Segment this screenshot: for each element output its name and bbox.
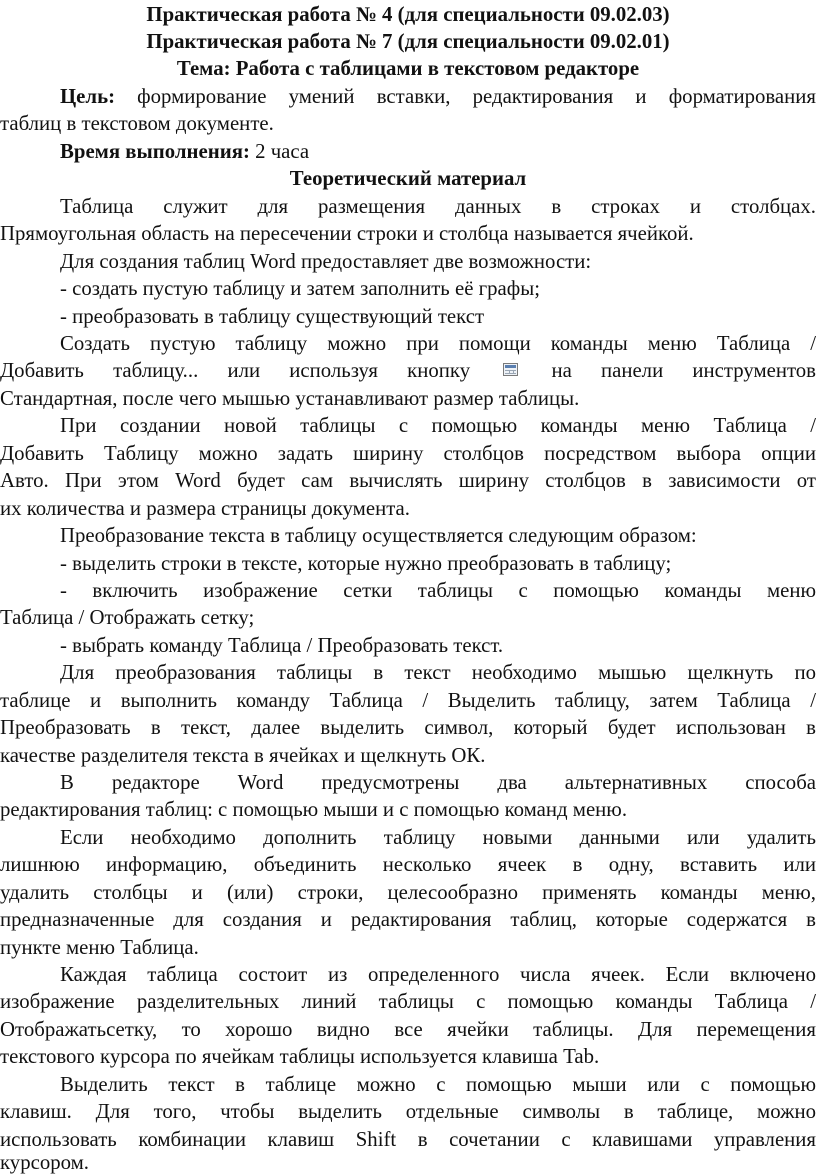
list-item: - выбрать команду Таблица / Преобразовать текст. [60, 634, 504, 657]
topic-heading: Тема: Работа с таблицами в текстовом редакторе [176, 57, 640, 80]
time-value: 2 часа [249, 140, 310, 163]
text-line: В редакторе Word предусмотрены два альтернативных способа [60, 771, 816, 794]
time-paragraph [0, 139, 816, 165]
title-line-1: Практическая работа № 4 (для специальности 09.02.03) [146, 3, 670, 26]
title-line-2: Практическая работа № 7 (для специальности 09.02.01) [146, 30, 670, 53]
list-item: - создать пустую таблицу и затем заполнить её графы; [60, 277, 541, 300]
text-line: Преобразование текста в таблицу осуществляется следующим образом: [60, 524, 697, 547]
list-item: - преобразовать в таблицу существующий текст [60, 305, 485, 328]
text-line: Таблица / Отображать сетку; [0, 606, 255, 629]
text-line: пункте меню Таблица. [0, 936, 199, 959]
text-line: Авто. При этом Word будет сам вычислять ширину столбцов в зависимости от [0, 469, 816, 492]
text-line: Создать пустую таблицу можно при помощи команды меню Таблица / [60, 332, 816, 355]
text-segment: на панели инструментов [551, 359, 816, 382]
text-line: клавиш. Для того, чтобы выделить отдельные символы в таблице, можно [0, 1100, 816, 1123]
text-line: Отображатьсетку, то хорошо видно все ячейки таблицы. Для перемещения [0, 1018, 816, 1041]
text-line-with-icon [0, 358, 816, 384]
goal-label: Цель: [60, 85, 115, 108]
text-line: Каждая таблица состоит из определенного числа ячеек. Если включено [60, 963, 816, 986]
text-line: использовать комбинации клавиш Shift в сочетании с клавишами управления [0, 1128, 816, 1151]
section-title: Теоретический материал [289, 167, 527, 190]
text-line: таблице и выполнить команду Таблица / Выделить таблицу, затем Таблица / [0, 689, 816, 712]
text-line: Если необходимо дополнить таблицу новыми данными или удалить [60, 826, 816, 849]
text-line: их количества и размера страницы документа. [0, 497, 410, 520]
text-line: Для преобразования таблицы в текст необходимо мышью щелкнуть по [60, 661, 816, 684]
text-line: Стандартная, после чего мышью устанавливают размер таблицы. [0, 387, 580, 410]
list-item: - включить изображение сетки таблицы с помощью команды меню [60, 579, 816, 602]
goal-text-b: таблиц в текстовом документе. [0, 112, 274, 135]
text-line: Прямоугольная область на пересечении строки и столбца называется ячейкой. [0, 222, 694, 245]
text-segment: Добавить таблицу... или используя кнопку [0, 359, 471, 382]
text-line: лишнюю информацию, объединить несколько ячеек в одну, вставить или [0, 853, 816, 876]
time-label: Время выполнения: [60, 140, 250, 163]
goal-text-a: формирование умений вставки, редактирования и форматирования [115, 85, 816, 108]
text-line: текстового курсора по ячейкам таблицы используется клавиша Tab. [0, 1045, 600, 1068]
text-line: предназначенные для создания и редактирования таблиц, которые содержатся в [0, 908, 816, 931]
text-line: редактирования таблиц: с помощью мыши и с помощью команд меню. [0, 798, 628, 821]
text-line: При создании новой таблицы с помощью команды меню Таблица / [60, 414, 816, 437]
insert-table-icon [503, 363, 518, 376]
text-line: курсором. [0, 1151, 89, 1174]
text-line: Для создания таблиц Word предоставляет две возможности: [60, 250, 592, 273]
goal-paragraph [0, 84, 816, 110]
text-line: Таблица служит для размещения данных в строках и столбцах. [60, 195, 816, 218]
text-line: Выделить текст в таблице можно с помощью мыши или с помощью [60, 1073, 816, 1096]
text-line: изображение разделительных линий таблицы с помощью команды Таблица / [0, 990, 816, 1013]
text-line: удалить столбцы и (или) строки, целесообразно применять команды меню, [0, 881, 816, 904]
text-line: качестве разделителя текста в ячейках и щелкнуть ОК. [0, 744, 486, 767]
text-line: Добавить Таблицу можно задать ширину столбцов посредством выбора опции [0, 442, 816, 465]
text-line: Преобразовать в текст, далее выделить символ, который будет использован в [0, 716, 816, 739]
list-item: - выделить строки в тексте, которые нужно преобразовать в таблицу; [60, 552, 672, 575]
